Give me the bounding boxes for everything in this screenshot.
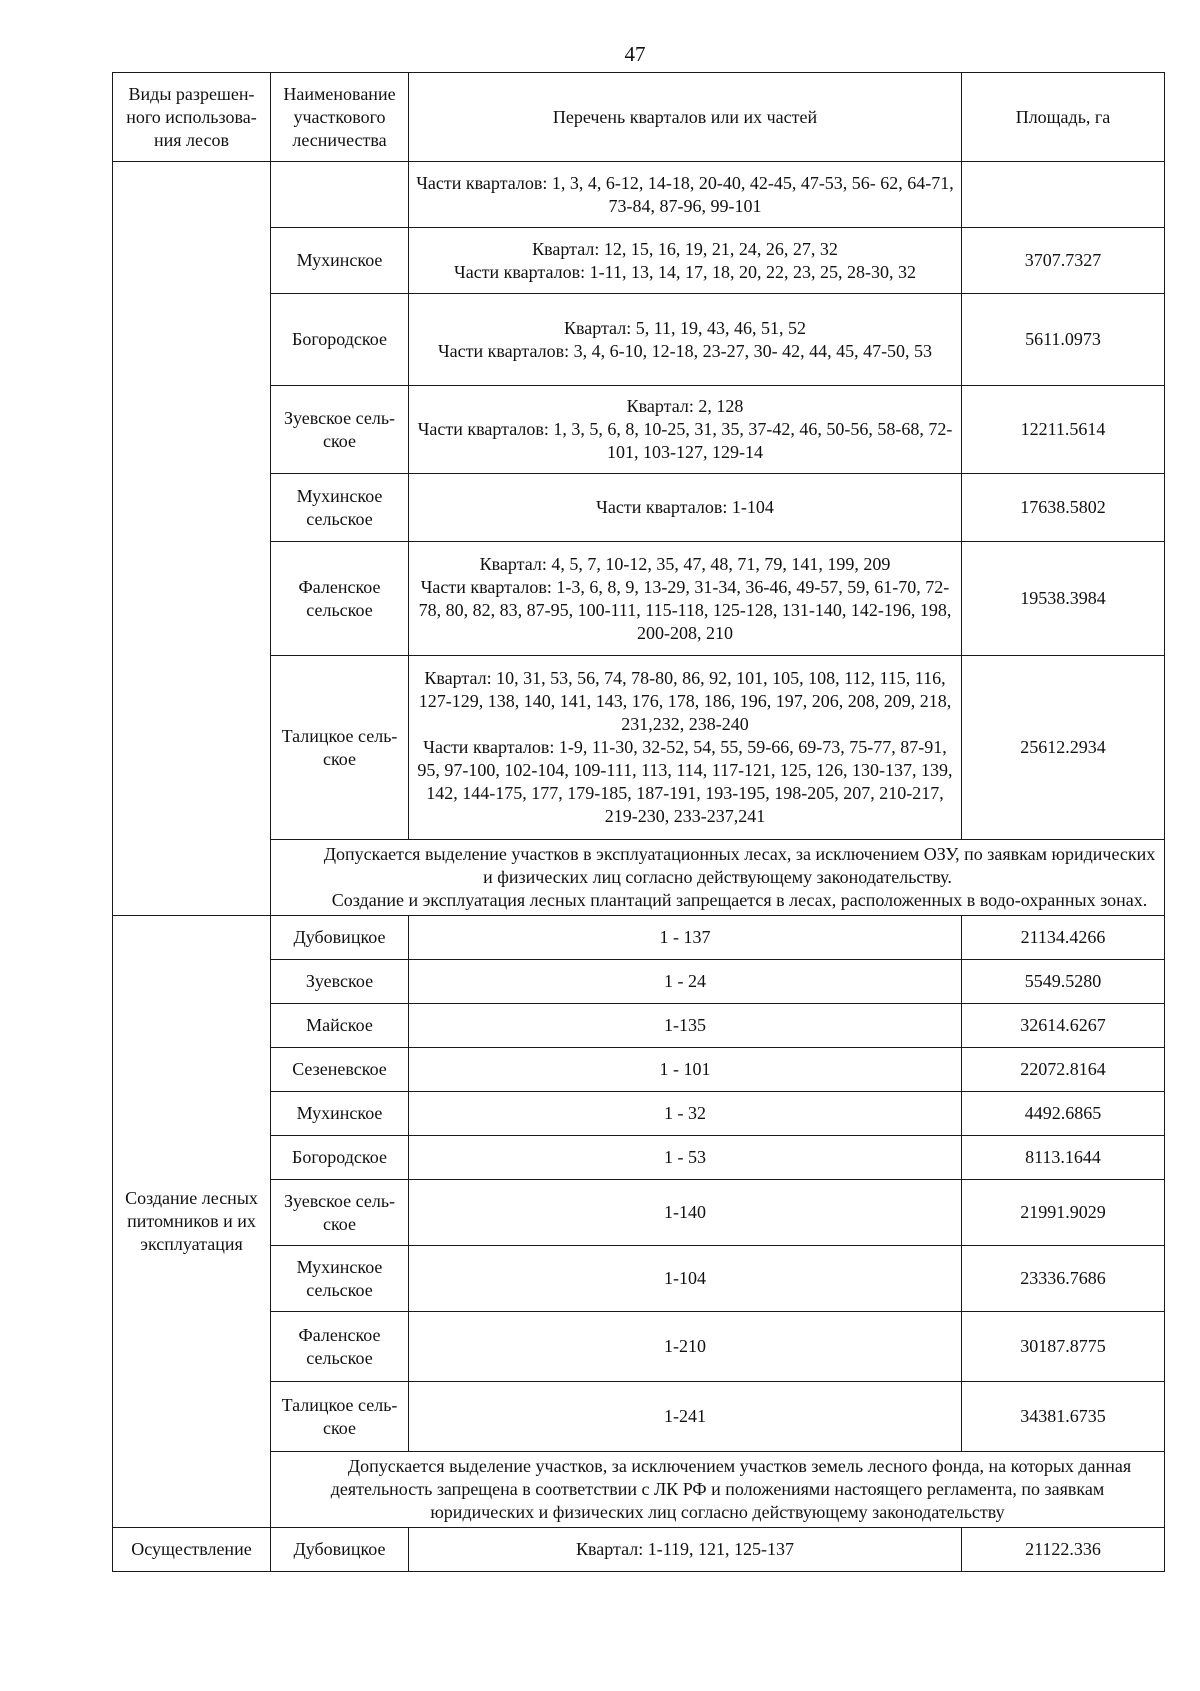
forestry-cell: Зуевское сель-ское xyxy=(271,1180,409,1246)
area-cell: 5611.0973 xyxy=(962,294,1165,386)
note-row xyxy=(113,840,1165,916)
forestry-cell: Мухинское xyxy=(271,228,409,294)
table-row xyxy=(113,1136,1165,1180)
quarters-cell xyxy=(409,542,962,656)
forestry-cell: Богородское xyxy=(271,1136,409,1180)
area-cell: 3707.7327 xyxy=(962,228,1165,294)
header-quarters: Перечень кварталов или их частей xyxy=(409,73,962,162)
header-area: Площадь, га xyxy=(962,73,1165,162)
header-forestry: Наименование участкового лесничества xyxy=(271,73,409,162)
note-row xyxy=(113,1452,1165,1528)
area-cell xyxy=(962,162,1165,228)
quarters-cell: Квартал: 1-119, 121, 125-137 xyxy=(409,1528,962,1572)
area-cell: 25612.2934 xyxy=(962,656,1165,840)
quarters-cell: 1 - 32 xyxy=(409,1092,962,1136)
quarters-cell xyxy=(409,228,962,294)
header-use: Виды разрешен-ного использова-ния лесов xyxy=(113,73,271,162)
table-row xyxy=(113,916,1165,960)
table-row xyxy=(113,162,1165,228)
forestry-cell: Фаленское сельское xyxy=(271,542,409,656)
quarters-cell: 1-140 xyxy=(409,1180,962,1246)
quarters-cell: 1-210 xyxy=(409,1312,962,1382)
quarters-cell: 1 - 101 xyxy=(409,1048,962,1092)
forestry-cell: Фаленское сельское xyxy=(271,1312,409,1382)
area-cell: 12211.5614 xyxy=(962,386,1165,474)
table-row xyxy=(113,1382,1165,1452)
forestry-cell: Зуевское xyxy=(271,960,409,1004)
quarters-cell: 1 - 137 xyxy=(409,916,962,960)
use-type-cell: Создание лесных питомников и их эксплуатация xyxy=(113,916,271,1528)
forestry-cell: Сезеневское xyxy=(271,1048,409,1092)
forestry-cell xyxy=(271,162,409,228)
table-row xyxy=(113,1092,1165,1136)
forestry-cell: Талицкое сель-ское xyxy=(271,656,409,840)
note-paragraph: Создание и эксплуатация лесных плантаций запрещается в лесах, расположенных в водо-охранных зонах. xyxy=(331,890,1148,910)
table-row xyxy=(113,1180,1165,1246)
forestry-cell: Мухинское сельское xyxy=(271,474,409,542)
area-cell: 19538.3984 xyxy=(962,542,1165,656)
area-cell: 32614.6267 xyxy=(962,1004,1165,1048)
quarters-text: Квартал: 4, 5, 7, 10-12, 35, 47, 48, 71, 79, 141, 199, 209 Части кварталов: 1-3, 6, 8, 9, 13-29, 31-34, 36-46, 49-57, 59, 61-70, 72-78, 80, 82, 83, 87-95, 100-111, 115-118, 125-128, 131-140, 142-196, 198, 200-208, 210 xyxy=(418,553,952,643)
table-row xyxy=(113,542,1165,656)
table-row xyxy=(113,1004,1165,1048)
page-number: 47 xyxy=(624,42,646,66)
note-paragraph: Допускается выделение участков, за исключением участков земель лесного фонда, на которых данная деятельность запрещена в соответствии с ЛК РФ и положениями настоящего регламента, по заявкам юридических и физических лиц согласно действующему законодательству xyxy=(330,1456,1132,1522)
quarters-cell xyxy=(409,294,962,386)
quarters-text: Квартал: 5, 11, 19, 43, 46, 51, 52 Части кварталов: 3, 4, 6-10, 12-18, 23-27, 30- 42, 44, 45, 47-50, 53 xyxy=(437,317,933,361)
area-cell: 23336.7686 xyxy=(962,1246,1165,1312)
area-cell: 5549.5280 xyxy=(962,960,1165,1004)
area-cell: 21134.4266 xyxy=(962,916,1165,960)
quarters-cell: 1-135 xyxy=(409,1004,962,1048)
area-cell: 34381.6735 xyxy=(962,1382,1165,1452)
quarters-text: Квартал: 12, 15, 16, 19, 21, 24, 26, 27, 32 Части кварталов: 1-11, 13, 14, 17, 18, 20, 22, 23, 25, 28-30, 32 xyxy=(454,238,916,282)
forestry-cell: Дубовицкое xyxy=(271,1528,409,1572)
table-row xyxy=(113,474,1165,542)
table-row xyxy=(113,1246,1165,1312)
use-type-cell: Осуществление xyxy=(113,1528,271,1572)
table-row xyxy=(113,228,1165,294)
quarters-cell: 1 - 24 xyxy=(409,960,962,1004)
area-cell: 17638.5802 xyxy=(962,474,1165,542)
forestry-cell: Мухинское xyxy=(271,1092,409,1136)
table-header-row xyxy=(113,73,1165,162)
table-row xyxy=(113,656,1165,840)
table-row xyxy=(113,1048,1165,1092)
forestry-cell: Дубовицкое xyxy=(271,916,409,960)
table-row xyxy=(113,386,1165,474)
quarters-cell: 1-104 xyxy=(409,1246,962,1312)
table-row xyxy=(113,294,1165,386)
forestry-cell: Богородское xyxy=(271,294,409,386)
quarters-cell xyxy=(409,656,962,840)
quarters-text: Квартал: 2, 128 Части кварталов: 1, 3, 5, 6, 8, 10-25, 31, 35, 37-42, 46, 50-56, 58-68, 72-101, 103-127, 129-14 xyxy=(417,396,953,462)
note-cell xyxy=(271,840,1165,916)
area-cell: 30187.8775 xyxy=(962,1312,1165,1382)
quarters-cell: Части кварталов: 1, 3, 4, 6-12, 14-18, 20-40, 42-45, 47-53, 56- 62, 64-71, 73-84, 87-96, 99-101 xyxy=(409,162,962,228)
quarters-cell: 1 - 53 xyxy=(409,1136,962,1180)
quarters-cell: Части кварталов: 1-104 xyxy=(409,474,962,542)
quarters-cell xyxy=(409,386,962,474)
forestry-cell: Талицкое сель-ское xyxy=(271,1382,409,1452)
table-row xyxy=(113,960,1165,1004)
forestry-cell: Зуевское сель-ское xyxy=(271,386,409,474)
area-cell: 4492.6865 xyxy=(962,1092,1165,1136)
quarters-cell: 1-241 xyxy=(409,1382,962,1452)
quarters-text: Квартал: 10, 31, 53, 56, 74, 78-80, 86, 92, 101, 105, 108, 112, 115, 116, 127-129, 138, 140, 141, 143, 176, 178, 186, 196, 197, 206, 208, 209, 218, 231,232, 238-240 Части кварталов: 1-9, 11-30, 32-52, 54, 55, 59-66, 69-73, 75-77, 87-91, 95, 97-100, 102-104, 109-111, 113, 114, 117-121, 125, 126, 130-137, 139, 142, 144-175, 177, 179-185, 187-191, 193-195, 198-205, 207, 210-217, 219-230, 233-237,241 xyxy=(417,668,953,826)
forest-use-table xyxy=(112,72,1165,1572)
table-row xyxy=(113,1528,1165,1572)
area-cell: 21991.9029 xyxy=(962,1180,1165,1246)
use-type-cell xyxy=(113,162,271,916)
note-paragraph: Допускается выделение участков в эксплуатационных лесах, за исключением ОЗУ, по заявкам юридических и физических лиц согласно действующему законодательству. xyxy=(323,844,1156,887)
area-cell: 22072.8164 xyxy=(962,1048,1165,1092)
area-cell: 8113.1644 xyxy=(962,1136,1165,1180)
forestry-cell: Мухинское сельское xyxy=(271,1246,409,1312)
note-cell xyxy=(271,1452,1165,1528)
forestry-cell: Майское xyxy=(271,1004,409,1048)
table-row xyxy=(113,1312,1165,1382)
area-cell: 21122.336 xyxy=(962,1528,1165,1572)
